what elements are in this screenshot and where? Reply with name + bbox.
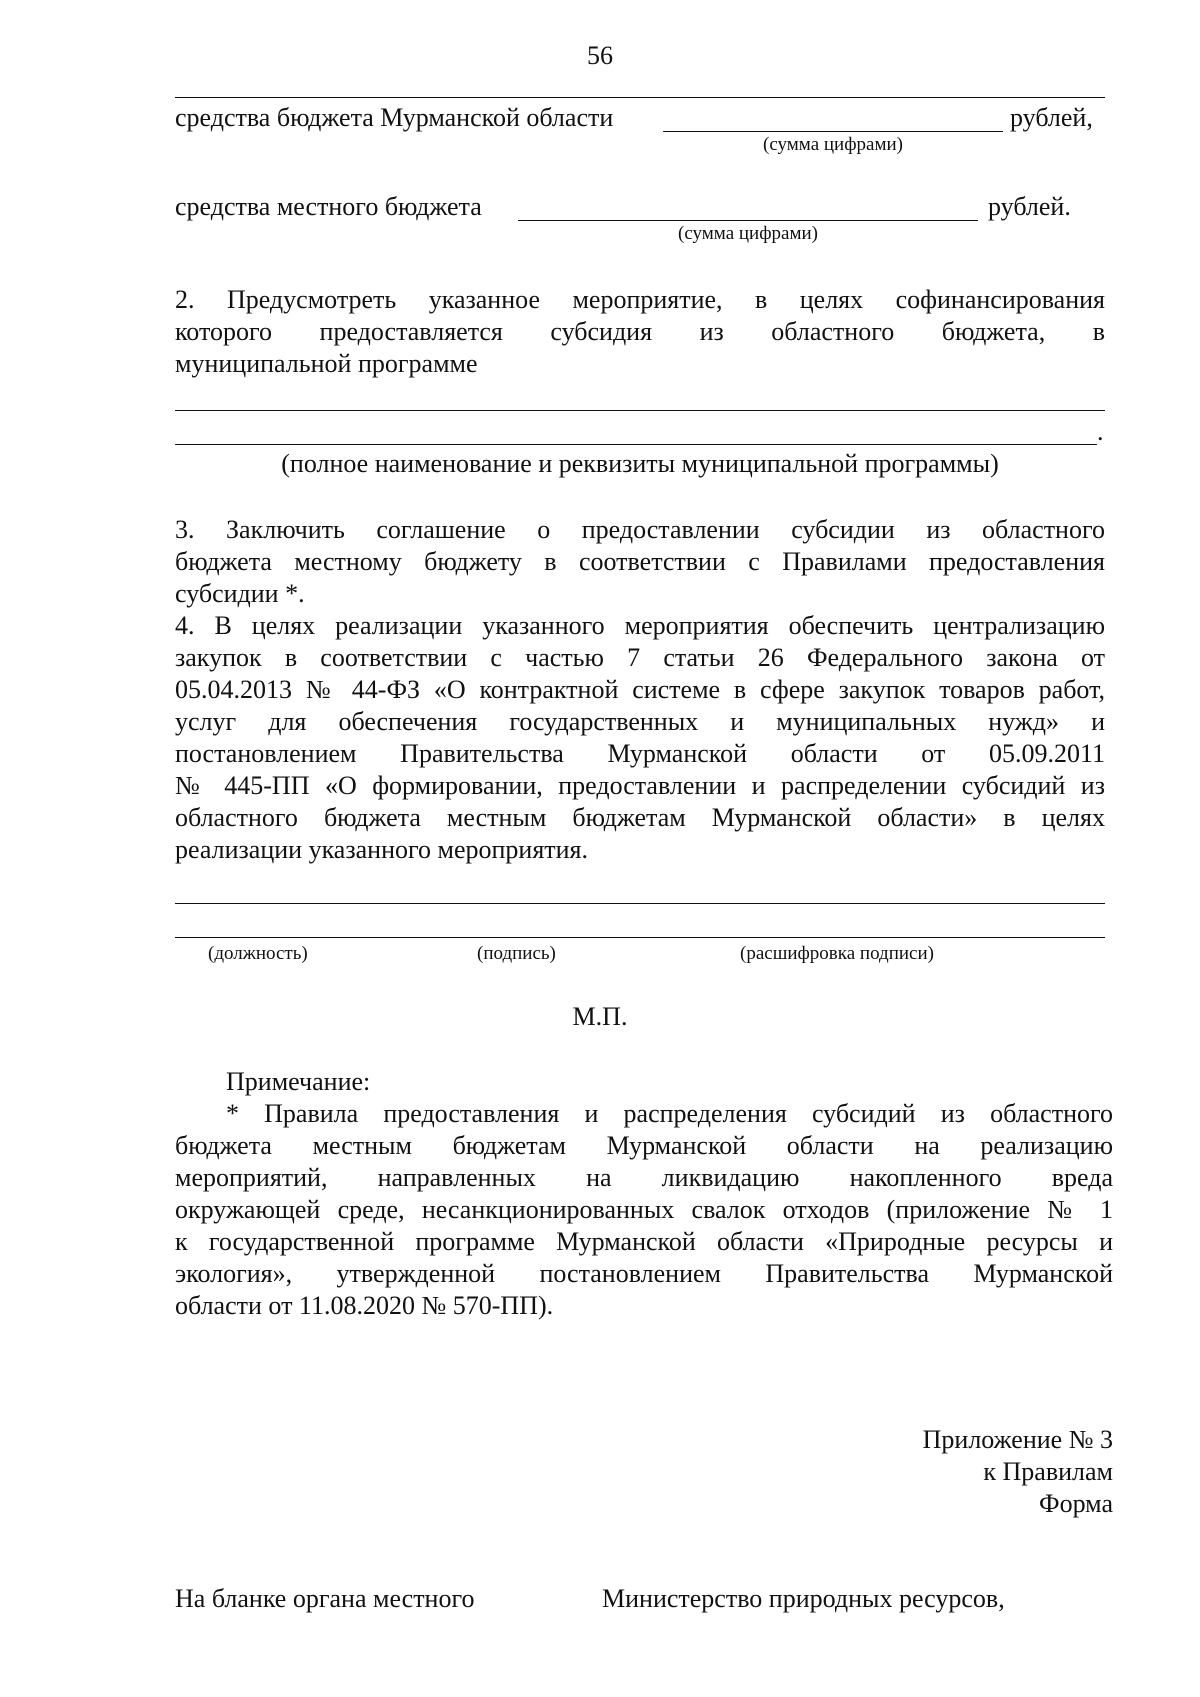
page-number: 56 — [587, 41, 613, 70]
item-4-paragraph — [175, 610, 1105, 866]
item-3-paragraph — [175, 514, 1105, 610]
note-line: области от 11.08.2020 № 570-ПП). — [175, 1291, 554, 1320]
local-sum-blank[interactable] — [518, 220, 978, 221]
regional-sum-caption: (сумма цифрами) — [763, 134, 903, 155]
top-rule — [175, 97, 1105, 98]
item-4-line: 05.04.2013 № 44-ФЗ «О контрактной системе в сфере закупок товаров работ, — [175, 675, 1105, 704]
regional-unit: рублей, — [1010, 103, 1093, 132]
item-3-line: субсидии *. — [175, 579, 305, 608]
local-budget-label: средства местного бюджета — [175, 192, 482, 221]
signature-blank-1[interactable] — [175, 903, 1105, 904]
program-name-blank-1[interactable] — [175, 410, 1105, 411]
item-3-line: бюджета местному бюджету в соответствии с Правилами предоставления — [175, 547, 1105, 576]
appendix-number: Приложение № 3 — [922, 1425, 1113, 1454]
note-line: к государственной программе Мурманской области «Природные ресурсы и — [175, 1227, 1113, 1256]
item-4-line: закупок в соответствии с частью 7 статьи 26 Федерального закона от — [175, 643, 1105, 672]
letterhead-note: На бланке органа местного — [175, 1584, 475, 1613]
item-4-line: реализации указанного мероприятия. — [175, 835, 589, 864]
item-4-line: областного бюджета местным бюджетам Мурманской области» в целях — [175, 803, 1105, 832]
note-line: бюджета местным бюджетам Мурманской области на реализацию — [175, 1131, 1113, 1160]
note-line: мероприятий, направленных на ликвидацию накопленного вреда — [175, 1163, 1113, 1192]
item-2-line: 2. Предусмотреть указанное мероприятие, в целях софинансирования — [175, 285, 1105, 314]
appendix-rules: к Правилам — [983, 1457, 1113, 1486]
seal-mark: М.П. — [572, 1002, 628, 1031]
item-2-line: муниципальной программе — [175, 349, 478, 378]
regional-budget-label: средства бюджета Мурманской области — [175, 103, 614, 132]
note-heading: Примечание: — [226, 1067, 371, 1096]
regional-sum-blank[interactable] — [663, 131, 1003, 132]
item-3-line: 3. Заключить соглашение о предоставлении субсидии из областного — [175, 515, 1105, 544]
item-2-line: которого предоставляется субсидия из областного бюджета, в — [175, 317, 1105, 346]
program-name-blank-2[interactable] — [175, 444, 1097, 445]
appendix-form: Форма — [1039, 1489, 1113, 1518]
program-name-caption: (полное наименование и реквизиты муниципальной программы) — [281, 449, 999, 478]
item-4-line: постановлением Правительства Мурманской области от 05.09.2011 — [175, 739, 1105, 768]
note-line: * Правила предоставления и распределения субсидий из областного — [226, 1099, 1113, 1128]
note-paragraph — [175, 1098, 1113, 1322]
local-unit: рублей. — [988, 192, 1071, 221]
item-2-paragraph — [175, 284, 1105, 380]
signature-decoding-caption: (расшифровка подписи) — [740, 943, 934, 964]
note-line: окружающей среде, несанкционированных свалок отходов (приложение № 1 — [175, 1195, 1113, 1224]
signature-blank-2[interactable] — [175, 937, 1105, 938]
program-name-period: . — [1097, 417, 1104, 446]
addressee: Министерство природных ресурсов, — [602, 1584, 1005, 1613]
item-4-line: № 445-ПП «О формировании, предоставлении и распределении субсидий из — [175, 771, 1105, 800]
item-4-line: услуг для обеспечения государственных и муниципальных нужд» и — [175, 707, 1105, 736]
note-line: экология», утвержденной постановлением Правительства Мурманской — [175, 1259, 1113, 1288]
position-caption: (должность) — [208, 943, 308, 964]
local-sum-caption: (сумма цифрами) — [678, 223, 818, 244]
signature-caption: (подпись) — [477, 943, 556, 964]
item-4-line: 4. В целях реализации указанного мероприятия обеспечить централизацию — [175, 611, 1105, 640]
